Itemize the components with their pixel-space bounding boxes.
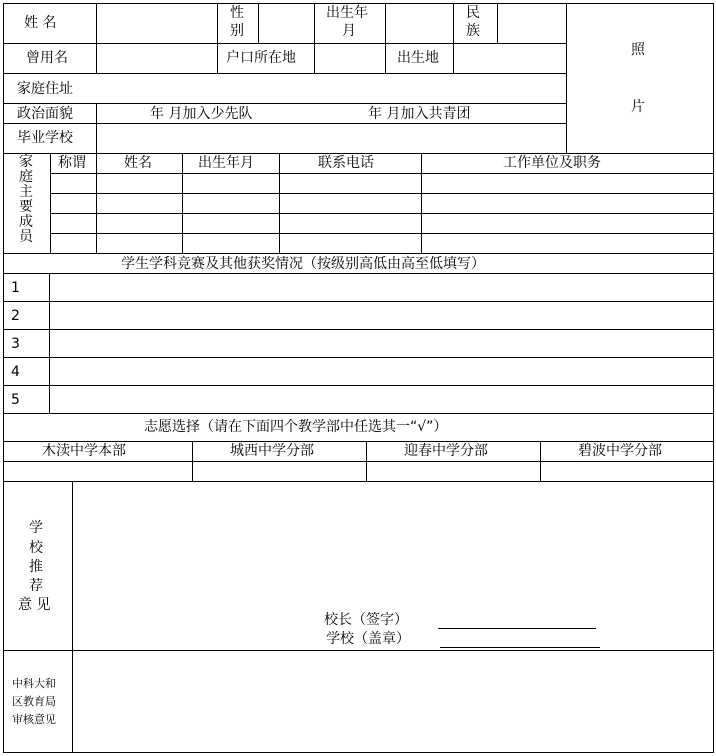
family-side-label-3: 主 [19,184,33,200]
birth-label-line1: 出生年 [326,5,368,21]
awards-row-number: 2 [11,308,20,324]
school-seal-line [440,647,600,648]
recommend-side-label-1: 学 [29,520,43,536]
gender-label-line2: 别 [230,23,244,39]
birthplace-label: 出生地 [397,50,439,66]
recommend-side-label-5: 意 见 [18,597,51,613]
principal-signature-label: 校长（签字） [324,612,408,628]
family-header-name: 姓名 [124,155,152,171]
pioneer-join-text: 年 月加入少先队 [150,106,253,122]
family-side-label-5: 成 [19,214,33,230]
awards-row-number: 4 [11,364,20,380]
awards-row-number: 3 [11,336,20,352]
awards-row-number: 1 [11,280,20,296]
review-side-label-1: 中科大和 [12,677,56,690]
family-header-phone: 联系电话 [318,155,374,171]
family-side-label-1: 家 [19,154,33,170]
family-header-employer: 工作单位及职务 [503,155,601,171]
photo-label-char1: 照 [631,42,645,58]
recommend-side-label-3: 推 [29,559,43,575]
choice-title: 志愿选择（请在下面四个教学部中任选其一“√”） [144,419,448,435]
choice-option-mudu: 木渎中学本部 [42,443,126,459]
name-label: 姓 名 [24,15,57,31]
league-join-text: 年 月加入共青团 [368,106,471,122]
ethnic-label-line1: 民 [466,5,480,21]
political-label: 政治面貌 [17,106,73,122]
photo-label-char2: 片 [631,99,645,115]
gender-label-line1: 性 [230,5,244,21]
family-side-label-2: 庭 [19,169,33,185]
recommend-side-label-4: 荐 [29,578,43,594]
principal-signature-line [438,628,596,629]
choice-option-bibo: 碧波中学分部 [578,443,662,459]
awards-row-number: 5 [11,392,20,408]
recommend-side-label-2: 校 [29,540,43,556]
family-header-relation: 称谓 [58,155,86,171]
birth-label-line2: 月 [342,23,356,39]
family-side-label-6: 员 [19,229,33,245]
choice-option-chengxi: 城西中学分部 [230,443,314,459]
family-header-birth: 出生年月 [198,155,254,171]
school-label: 毕业学校 [17,130,73,146]
review-side-label-2: 区教育局 [12,695,56,708]
former-name-label: 曾用名 [26,50,68,66]
awards-title: 学生学科竞赛及其他获奖情况（按级别高低由高至低填写） [121,256,485,272]
review-side-label-3: 审核意见 [12,713,56,726]
hukou-label: 户口所在地 [226,50,296,66]
address-label: 家庭住址 [17,81,73,97]
ethnic-label-line2: 族 [466,23,480,39]
school-seal-label: 学校（盖章） [326,631,410,647]
choice-option-yingchun: 迎春中学分部 [404,443,488,459]
family-side-label-4: 要 [19,199,33,215]
